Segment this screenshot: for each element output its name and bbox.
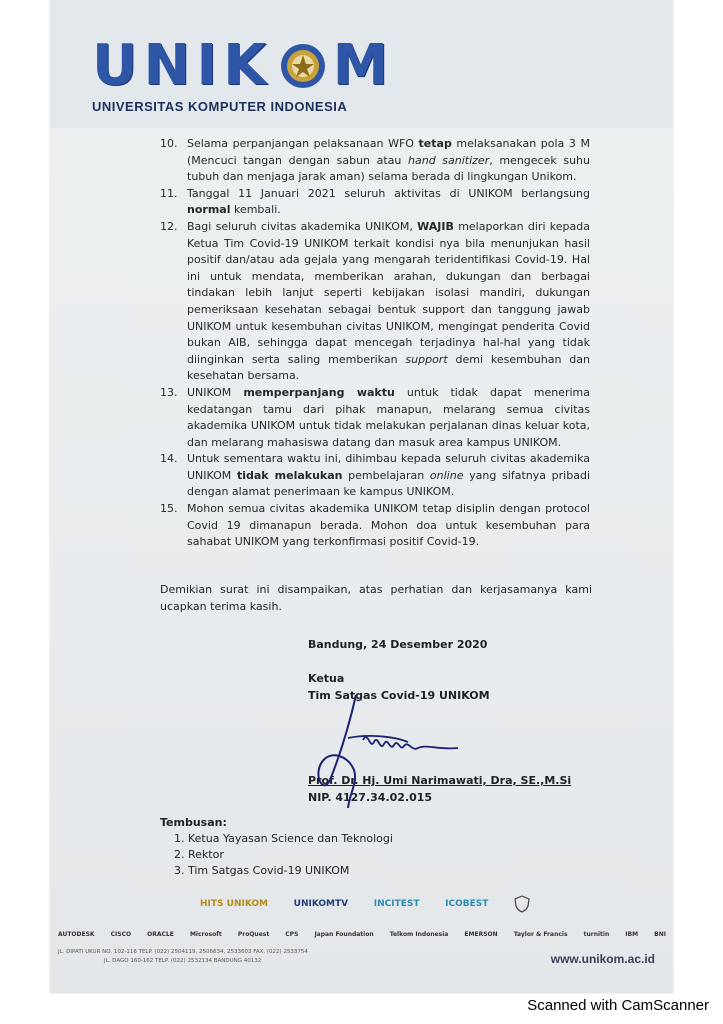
partner-logo: AUTODESK	[58, 930, 95, 938]
italic-text: online	[429, 468, 464, 482]
letter-page	[50, 0, 673, 993]
text-segment: kembali.	[230, 203, 281, 217]
bold-text: normal	[187, 203, 231, 217]
text-segment: Selama perpanjangan pelaksanaan WFO	[187, 137, 419, 150]
bold-text: tetap	[418, 137, 452, 150]
partner-logo: CISCO	[110, 930, 132, 938]
website-url: www.unikom.ac.id	[550, 952, 655, 966]
cc-list	[160, 831, 460, 879]
partner-logo: Japan Foundation	[314, 930, 374, 938]
partner-logo: IBM	[625, 930, 639, 938]
logo-text-right: M	[332, 33, 395, 98]
item-number: 13.	[160, 385, 178, 399]
item-text	[187, 385, 590, 451]
text-segment: melaksanakan pola 3 M (Mencuci tangan dengan sabun atau	[187, 137, 590, 167]
item-text	[187, 186, 590, 219]
bold-text: tidak melakukan	[236, 468, 343, 482]
partner-logo: ORACLE	[147, 930, 174, 938]
text-segment: UNIKOM	[187, 385, 244, 399]
partner-logos	[58, 925, 666, 943]
sponsor-logo: HITS UNIKOM	[200, 899, 269, 909]
partner-logo: CPS	[285, 930, 299, 938]
item-number: 10.	[160, 137, 178, 150]
text-segment: , mengecek suhu tubuh dan menjaga jarak aman) selama berada di lingkungan Unikom.	[187, 153, 590, 184]
announcement-item	[160, 186, 590, 219]
text-segment: Mohon semua civitas akademika UNIKOM tetap disiplin dengan protocol Covid 19 dimanapun berada. Mohon doa untuk kesembuhan para sahabat UNIKOM yang terkonfirmasi positif Covid-19.	[187, 502, 590, 549]
announcement-item	[160, 219, 590, 385]
handwritten-signature	[308, 690, 538, 815]
announcement-items	[160, 136, 590, 551]
bold-text: WAJIB	[417, 219, 454, 233]
item-number: 11.	[160, 186, 178, 200]
item-text	[187, 219, 590, 385]
closing-paragraph: Demikian surat ini disampaikan, atas perhatian dan kerjasamanya kami ucapkan terima kasih.	[160, 583, 592, 613]
text-segment: pembelajaran	[342, 468, 430, 482]
sponsor-logo: UNIKOMTV	[293, 899, 349, 909]
item-text	[187, 501, 590, 551]
sponsor-logo: ICOBEST	[445, 899, 489, 909]
shield-icon	[514, 895, 530, 913]
sponsor-logo: INCITEST	[373, 899, 420, 909]
bold-text: memperpanjang waktu	[243, 385, 395, 399]
signer-team: Tim Satgas Covid-19 UNIKOM	[308, 689, 490, 702]
partner-logo: BNI	[654, 930, 666, 938]
partner-logo: Taylor & Francis	[513, 930, 568, 938]
partner-logo: EMERSON	[464, 930, 498, 938]
item-text	[187, 136, 590, 186]
announcement-item	[160, 501, 590, 551]
signer-role: Ketua	[308, 672, 345, 685]
unikom-media-logos	[200, 890, 530, 918]
item-number: 15.	[160, 502, 178, 516]
address-line: JL. DAGO 160-162 TELP. (022) 2532134 BANDUNG 40132	[104, 958, 262, 964]
partner-logo: Microsoft	[189, 930, 222, 938]
address	[58, 948, 458, 966]
item-number: 14.	[160, 452, 178, 466]
announcement-item	[160, 136, 590, 186]
text-segment: Bagi seluruh civitas akademika UNIKOM,	[187, 219, 418, 233]
cc-title: Tembusan:	[160, 816, 227, 829]
partner-logo: turnitin	[583, 930, 610, 938]
logo-text-left: UNIK	[92, 33, 273, 98]
signer-nip: NIP. 4127.34.02.015	[308, 791, 433, 804]
carbon-copy	[160, 815, 460, 879]
unikom-logo	[92, 33, 395, 98]
scanner-watermark: Scanned with CamScanner	[527, 997, 709, 1014]
item-number: 12.	[160, 219, 178, 233]
text-segment: yang sifatnya pribadi dengan alamat penerimaan ke kampus UNIKOM.	[187, 468, 590, 499]
text-segment: Untuk sementara waktu ini, dihimbau kepada seluruh civitas akademika UNIKOM	[187, 452, 590, 482]
announcement-item	[160, 385, 590, 451]
italic-text: hand sanitizer	[408, 153, 490, 167]
partner-logo: ProQuest	[237, 930, 270, 938]
letterhead	[50, 0, 673, 128]
signer-name: Prof. Dr. Hj. Umi Narimawati, Dra, SE.,M.Si	[308, 774, 572, 787]
text-segment: untuk tidak dapat menerima kedatangan tamu dari pihak manapun, melarang semua civitas akademika UNIKOM untuk tidak melakukan perjalanan dinas keluar kota, dan melarang mahasiswa datang dan masuk area kampus UNIKOM.	[187, 385, 590, 449]
university-seal-icon	[279, 42, 327, 90]
cc-item: 2. Rektor	[188, 847, 460, 863]
text-segment: melaporkan diri kepada Ketua Tim Covid-19 UNIKOM terkait kondisi nya bila menunjukan hasil positif dan/atau ada gejala yang mengarah teridentifikasi Covid-19. Hal ini untuk mendata, memberikan arahan, dukungan dan berbagai tindakan lebih lanjut seperti kebijakan isolasi mandiri, dukungan pemeriksaan kesehatan sebagai bentuk support dan tanggung jawab UNIKOM untuk kesembuhan civitas UNIKOM, mengingat penderita Covid bukan AIB, sehingga dapat mencegah terjadinya hal-hal yang tidak diinginkan serta saling memberikan	[187, 219, 591, 366]
university-name: UNIVERSITAS KOMPUTER INDONESIA	[92, 99, 348, 114]
announcement-item	[160, 451, 590, 501]
partner-logo: Telkom Indonesia	[389, 930, 449, 938]
text-segment: demi kesembuhan dan kesehatan bersama.	[187, 352, 591, 383]
cc-item: 3. Tim Satgas Covid-19 UNIKOM	[188, 863, 460, 879]
cc-item: 1. Ketua Yayasan Science dan Teknologi	[188, 831, 460, 847]
item-text	[187, 451, 590, 501]
italic-text: support	[405, 352, 448, 366]
address-line: JL. DIPATI UKUR NO. 102-116 TELP. (022) 2504119, 2506634, 2533603 FAX. (022) 2533754	[58, 949, 308, 955]
place-date: Bandung, 24 Desember 2020	[308, 638, 488, 651]
text-segment: Tanggal 11 Januari 2021 seluruh aktivitas di UNIKOM berlangsung	[187, 186, 590, 200]
